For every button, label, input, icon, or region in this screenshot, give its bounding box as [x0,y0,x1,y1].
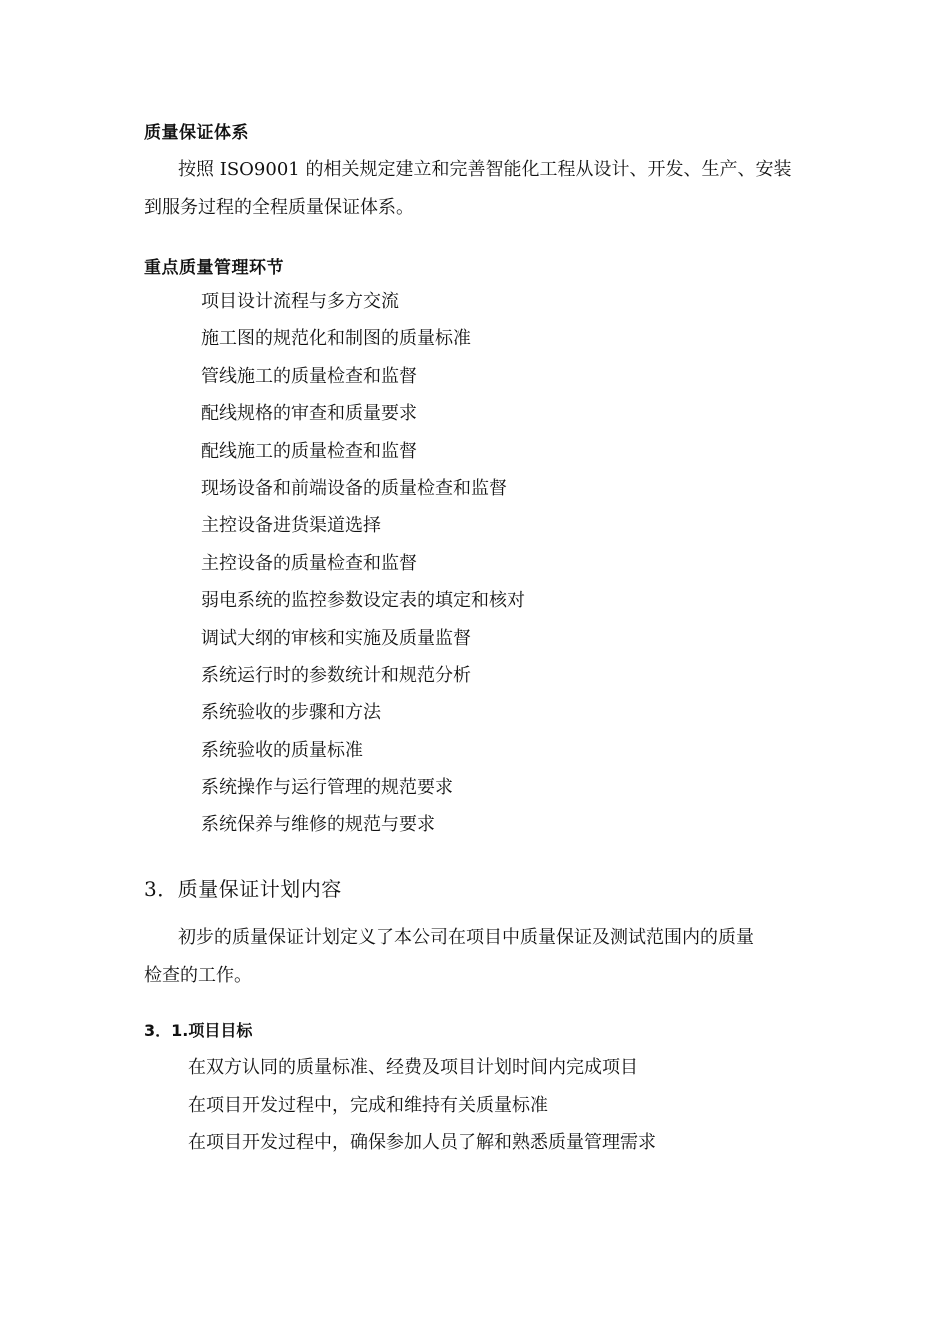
list-item: 配线规格的审查和质量要求 [201,403,417,425]
paragraph-quality-plan [144,919,754,995]
project-goals-list [188,1053,656,1166]
paragraph-line: 按照 ISO9001 的相关规定建立和完善智能化工程从设计、开发、生产、安装 [178,159,792,180]
list-item: 施工图的规范化和制图的质量标准 [201,328,471,350]
paragraph-line: 到服务过程的全程质量保证体系。 [144,197,414,218]
list-item: 在项目开发过程中，完成和维持有关质量标准 [188,1094,548,1116]
list-item: 现场设备和前端设备的质量检查和监督 [201,477,507,499]
list-item: 调试大纲的审核和实施及质量监督 [201,627,471,649]
list-item: 弱电系统的监控参数设定表的填定和核对 [201,590,525,612]
list-item: 系统保养与维修的规范与要求 [201,814,435,836]
list-item: 配线施工的质量检查和监督 [201,440,417,462]
list-item: 系统运行时的参数统计和规范分析 [201,664,471,686]
list-item: 主控设备的质量检查和监督 [201,552,417,574]
list-item: 系统操作与运行管理的规范要求 [201,777,453,799]
list-item: 项目设计流程与多方交流 [201,291,399,312]
paragraph-quality-system [144,151,791,227]
heading-key-links: 重点质量管理环节 [144,258,284,278]
list-item: 在项目开发过程中，确保参加人员了解和熟悉质量管理需求 [188,1132,656,1153]
key-links-list [201,287,525,848]
paragraph-line: 初步的质量保证计划定义了本公司在项目中质量保证及测试范围内的质量 [178,927,754,948]
heading-project-goals: 3．1.项目目标 [144,1021,253,1040]
heading-quality-plan: 3．质量保证计划内容 [144,877,342,901]
list-item: 系统验收的质量标准 [201,739,363,761]
list-item: 系统验收的步骤和方法 [201,702,381,724]
list-item: 管线施工的质量检查和监督 [201,365,417,387]
heading-quality-system: 质量保证体系 [144,123,249,143]
paragraph-line: 检查的工作。 [144,965,252,986]
list-item: 主控设备进货渠道选择 [201,515,381,537]
list-item: 在双方认同的质量标准、经费及项目计划时间内完成项目 [188,1057,638,1078]
